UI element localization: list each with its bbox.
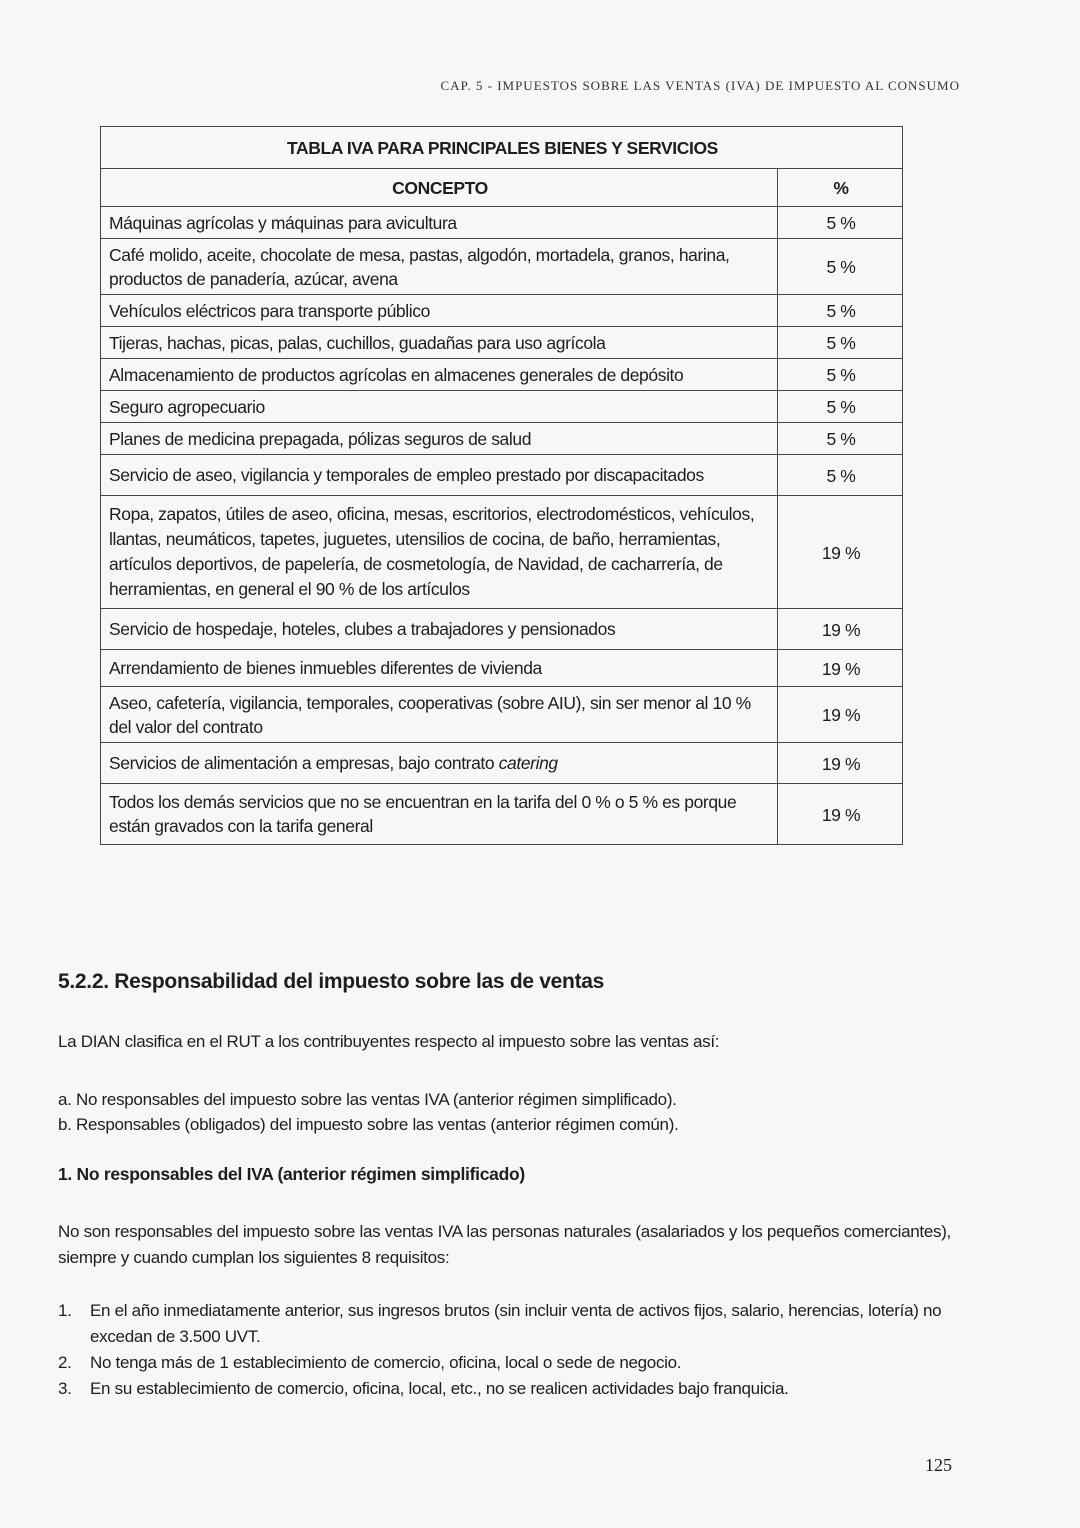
table-row	[101, 359, 903, 391]
table-row	[101, 239, 903, 295]
section-heading: 5.2.2. Responsabilidad del impuesto sobre las de ventas	[58, 970, 605, 993]
concept-cell: Planes de medicina prepagada, pólizas seguros de salud	[101, 423, 778, 455]
concept-cell: Almacenamiento de productos agrícolas en almacenes generales de depósito	[101, 359, 778, 391]
table-row	[101, 784, 903, 845]
list-number: 2.	[58, 1353, 72, 1372]
percent-cell: 19 %	[778, 609, 903, 650]
table-row	[101, 687, 903, 743]
percent-cell: 5 %	[778, 327, 903, 359]
percent-cell: 5 %	[778, 391, 903, 423]
percent-cell: 19 %	[778, 743, 903, 784]
percent-cell: 19 %	[778, 496, 903, 609]
concept-cell: Café molido, aceite, chocolate de mesa, pastas, algodón, mortadela, granos, harina, productos de panadería, azúcar, avena	[101, 239, 778, 295]
concept-cell: Tijeras, hachas, picas, palas, cuchillos, guadañas para uso agrícola	[101, 327, 778, 359]
list-text: En el año inmediatamente anterior, sus ingresos brutos (sin incluir venta de activos fijos, salario, herencias, lotería) no excedan de 3.500 UVT.	[90, 1301, 942, 1346]
table-title: TABLA IVA PARA PRINCIPALES BIENES Y SERVICIOS	[101, 127, 903, 169]
concept-cell: Máquinas agrícolas y máquinas para avicultura	[101, 207, 778, 239]
percent-cell: 5 %	[778, 207, 903, 239]
table-row	[101, 423, 903, 455]
table-row	[101, 455, 903, 496]
concept-cell: Servicio de aseo, vigilancia y temporales de empleo prestado por discapacitados	[101, 455, 778, 496]
table-row	[101, 207, 903, 239]
list-item	[58, 1350, 951, 1376]
concept-cell: Servicio de hospedaje, hoteles, clubes a trabajadores y pensionados	[101, 609, 778, 650]
column-header-concept: CONCEPTO	[101, 169, 778, 207]
column-header-percent: %	[778, 169, 903, 207]
concept-italic-text: catering	[498, 753, 558, 773]
sub-heading: 1. No responsables del IVA (anterior régimen simplificado)	[58, 1164, 525, 1184]
percent-cell: 5 %	[778, 295, 903, 327]
list-item	[58, 1298, 951, 1350]
percent-cell: 19 %	[778, 650, 903, 687]
percent-cell: 5 %	[778, 359, 903, 391]
table-row	[101, 743, 903, 784]
percent-cell: 5 %	[778, 423, 903, 455]
table-row	[101, 650, 903, 687]
classification-item-b: b. Responsables (obligados) del impuesto sobre las ventas (anterior régimen común).	[58, 1115, 679, 1134]
table-row	[101, 327, 903, 359]
list-text: En su establecimiento de comercio, oficina, local, etc., no se realicen actividades bajo franquicia.	[90, 1379, 789, 1398]
running-head: CAP. 5 - IMPUESTOS SOBRE LAS VENTAS (IVA) DE IMPUESTO AL CONSUMO	[440, 78, 960, 93]
requirements-list	[58, 1298, 951, 1402]
page-number: 125	[925, 1455, 952, 1475]
percent-cell: 5 %	[778, 239, 903, 295]
list-number: 1.	[58, 1301, 72, 1320]
sub-intro-paragraph: No son responsables del impuesto sobre las ventas IVA las personas naturales (asalariados y los pequeños comerciantes), siempre y cuando cumplan los siguientes 8 requisitos:	[58, 1222, 951, 1267]
iva-rates-table	[100, 126, 903, 845]
concept-cell: Arrendamiento de bienes inmuebles diferentes de vivienda	[101, 650, 778, 687]
intro-paragraph: La DIAN clasifica en el RUT a los contribuyentes respecto al impuesto sobre las ventas así:	[58, 1032, 720, 1051]
table-row	[101, 496, 903, 609]
list-number: 3.	[58, 1379, 72, 1398]
table-row	[101, 295, 903, 327]
list-text: No tenga más de 1 establecimiento de comercio, oficina, local o sede de negocio.	[90, 1353, 682, 1372]
concept-cell: Seguro agropecuario	[101, 391, 778, 423]
concept-cell: Ropa, zapatos, útiles de aseo, oficina, mesas, escritorios, electrodomésticos, vehículos, llantas, neumáticos, tapetes, juguetes, utensilios de cocina, de baño, herramientas, artículos deportivos, de papelería, de cosmetología, de Navidad, de cacharrería, de herramientas, en general el 90 % de los artículos	[101, 496, 778, 609]
percent-cell: 19 %	[778, 687, 903, 743]
table-row	[101, 391, 903, 423]
list-item	[58, 1376, 951, 1402]
concept-text: Servicios de alimentación a empresas, bajo contrato	[109, 753, 499, 773]
percent-cell: 5 %	[778, 455, 903, 496]
concept-cell	[101, 743, 778, 784]
classification-item-a: a. No responsables del impuesto sobre las ventas IVA (anterior régimen simplificado).	[58, 1090, 677, 1109]
concept-cell: Aseo, cafetería, vigilancia, temporales, cooperativas (sobre AIU), sin ser menor al 10 % del valor del contrato	[101, 687, 778, 743]
percent-cell: 19 %	[778, 784, 903, 845]
concept-cell: Todos los demás servicios que no se encuentran en la tarifa del 0 % o 5 % es porque están gravados con la tarifa general	[101, 784, 778, 845]
concept-cell: Vehículos eléctricos para transporte público	[101, 295, 778, 327]
table-row	[101, 609, 903, 650]
